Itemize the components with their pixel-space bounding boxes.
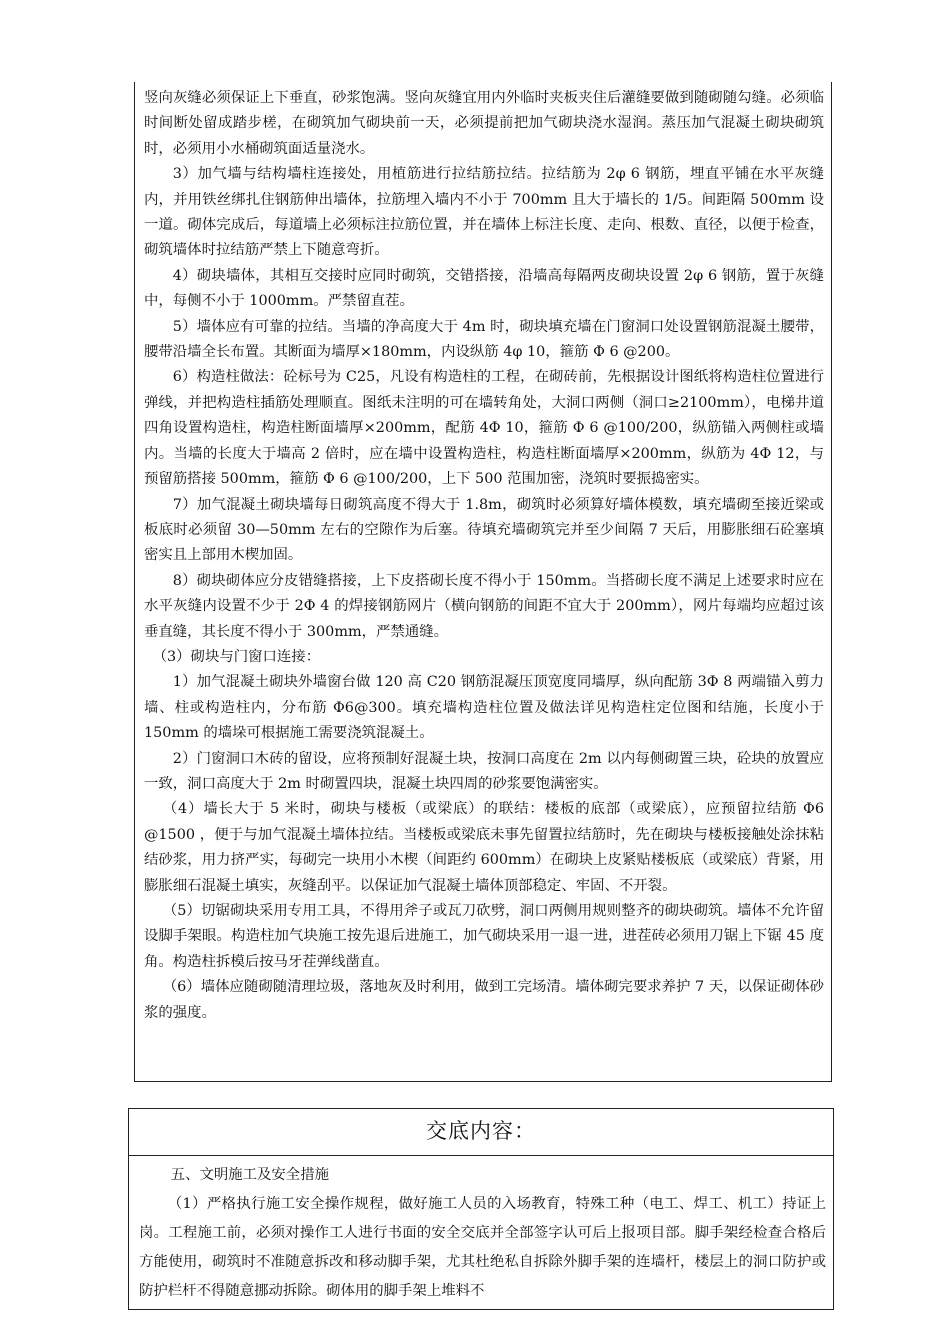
paragraph: （1）严格执行施工安全操作规程，做好施工人员的入场教育，特殊工种（电工、焊工、机工）持证上岗。工程施工前，必须对操作工人进行书面的安全交底并全部签字认可后上报项目部。脚手架经检查合格后方能使用，砌筑时不准随意拆改和移动脚手架，尤其杜绝私自拆除外脚手架的连墙杆，楼层上的洞口防护或防护栏杆不得随意挪动拆除。砌体用的脚手架上堆料不 (139, 1196, 826, 1299)
paragraph: 5）墙体应有可靠的拉结。当墙的净高度大于 4m 时，砌块填充墙在门窗洞口处设置钢筋混凝土腰带，腰带沿墙全长布置。其断面为墙厚×180mm，内设纵筋 4φ 10，箍筋 Φ 6 @200。 (144, 318, 824, 361)
paragraph: （3）砌块与门窗口连接： (152, 648, 321, 665)
paragraph: 2）门窗洞口木砖的留设，应将预制好混凝土块，按洞口高度在 2m 以内每侧砌置三块，砼块的放置应一致，洞口高度大于 2m 时砌置四块，混凝土块四周的砂浆要饱满密实。 (144, 750, 824, 792)
paragraph: 3）加气墙与结构墙柱连接处，用植筋进行拉结筋拉结。拉结筋为 2φ 6 钢筋，埋直平铺在水平灰缝内，并用铁丝绑扎住钢筋伸出墙体，拉筋埋入墙内不小于 700mm 且大于墙长的 1/5。间距隔 500mm 设一道。砌体完成后，每道墙上必须标注拉筋位置，并在墙体上标注长度、走向、根数、直径，以便于检查，砌筑墙体时拉结筋严禁上下随意弯折。 (144, 166, 824, 259)
paragraph: （5）切锯砌块采用专用工具，不得用斧子或瓦刀砍劈，洞口两侧用规则整齐的砌块砌筑。墙体不允许留设脚手架眼。构造柱加气块施工按先退后进施工，加气砌块采用一退一进，进茬砖必须用刀锯上下锯 45 度角。构造柱拆模后按马牙茬弹线凿直。 (144, 903, 824, 970)
paragraph: 4）砌块墙体，其相互交接时应同时砌筑，交错搭接，沿墙高每隔两皮砌块设置 2φ 6 钢筋，置于灰缝中，每侧不小于 1000mm。严禁留直茬。 (144, 267, 824, 310)
document-text-2 (129, 1156, 833, 1306)
paragraph: 6）构造柱做法：砼标号为 C25，凡设有构造柱的工程，在砌砖前，先根据设计图纸将构造柱位置进行弹线，并把构造柱插筋处理顺直。图纸未注明的可在墙转角处，大洞口两侧（洞口≥2100mm），电梯井道四角设置构造柱，构造柱断面墙厚×200mm，配筋 4Φ 10，箍筋 Φ 6 @100/200，纵筋锚入两侧柱或墙内。当墙的长度大于墙高 2 倍时，应在墙中设置构造柱，构造柱断面墙厚×200mm，纵筋为 4Φ 12，与预留筋搭接 500mm，箍筋 Φ 6 @100/200，上下 500 范围加密，浇筑时要振捣密实。 (144, 369, 824, 488)
paragraph: 1）加气混凝土砌块外墙窗台做 120 高 C20 钢筋混凝压顶宽度同墙厚，纵向配筋 3Φ 8 两端锚入剪力墙、柱或构造柱内，分布筋 Φ6@300。填充墙构造柱位置及做法详见构造柱定位图和结施，长度小于 150mm 的墙垛可根据施工需要浇筑混凝土。 (144, 674, 824, 742)
document-block-2 (128, 1108, 834, 1310)
paragraph: 竖向灰缝必须保证上下垂直，砂浆饱满。竖向灰缝宜用内外临时夹板夹住后灌缝要做到随砌随勾缝。必须临时间断处留成踏步槎，在砌筑加气砌块前一天，必须提前把加气砌块浇水湿润。蒸压加气混凝土砌块砌筑时，必须用小水桶砌筑面适量浇水。 (144, 90, 824, 157)
paragraph: 7）加气混凝土砌块墙每日砌筑高度不得大于 1.8m，砌筑时必须算好墙体模数，填充墙砌至接近梁或板底时必须留 30—50mm 左右的空隙作为后塞。待填充墙砌筑完并至少间隔 7 天后，用膨胀细石砼塞填密实且上部用木楔加固。 (144, 496, 824, 564)
block-header: 交底内容： (129, 1109, 833, 1156)
paragraph: （4）墙长大于 5 米时，砌块与楼板（或梁底）的联结：楼板的底部（或梁底），应预留拉结筋 Φ6 @1500 ，便于与加气混凝土墙体拉结。当楼板或梁底未事先留置拉结筋时，先在砌块与楼板接触处涂抹粘结砂浆，用力挤严实，每砌完一块用小木楔（间距约 600mm）在砌块上皮紧贴楼板底（或梁底）背紧，用膨胀细石混凝土填实，灰缝刮平。以保证加气混凝土墙体顶部稳定、牢固、不开裂。 (144, 801, 824, 894)
document-block-1 (134, 82, 832, 1082)
paragraph: 8）砌块砌体应分皮错缝搭接，上下皮搭砌长度不得小于 150mm。当搭砌长度不满足上述要求时应在水平灰缝内设置不少于 2Φ 4 的焊接钢筋网片（横向钢筋的间距不宜大于 200mm），网片每端均应超过该垂直缝，其长度不得小于 300mm，严禁通缝。 (144, 572, 824, 640)
paragraph: （6）墙体应随砌随清理垃圾，落地灰及时利用，做到工完场清。墙体砌完要求养护 7 天，以保证砌体砂浆的强度。 (144, 979, 824, 1021)
section-title: 五、文明施工及安全措施 (170, 1167, 329, 1183)
document-text-1 (135, 82, 831, 1026)
